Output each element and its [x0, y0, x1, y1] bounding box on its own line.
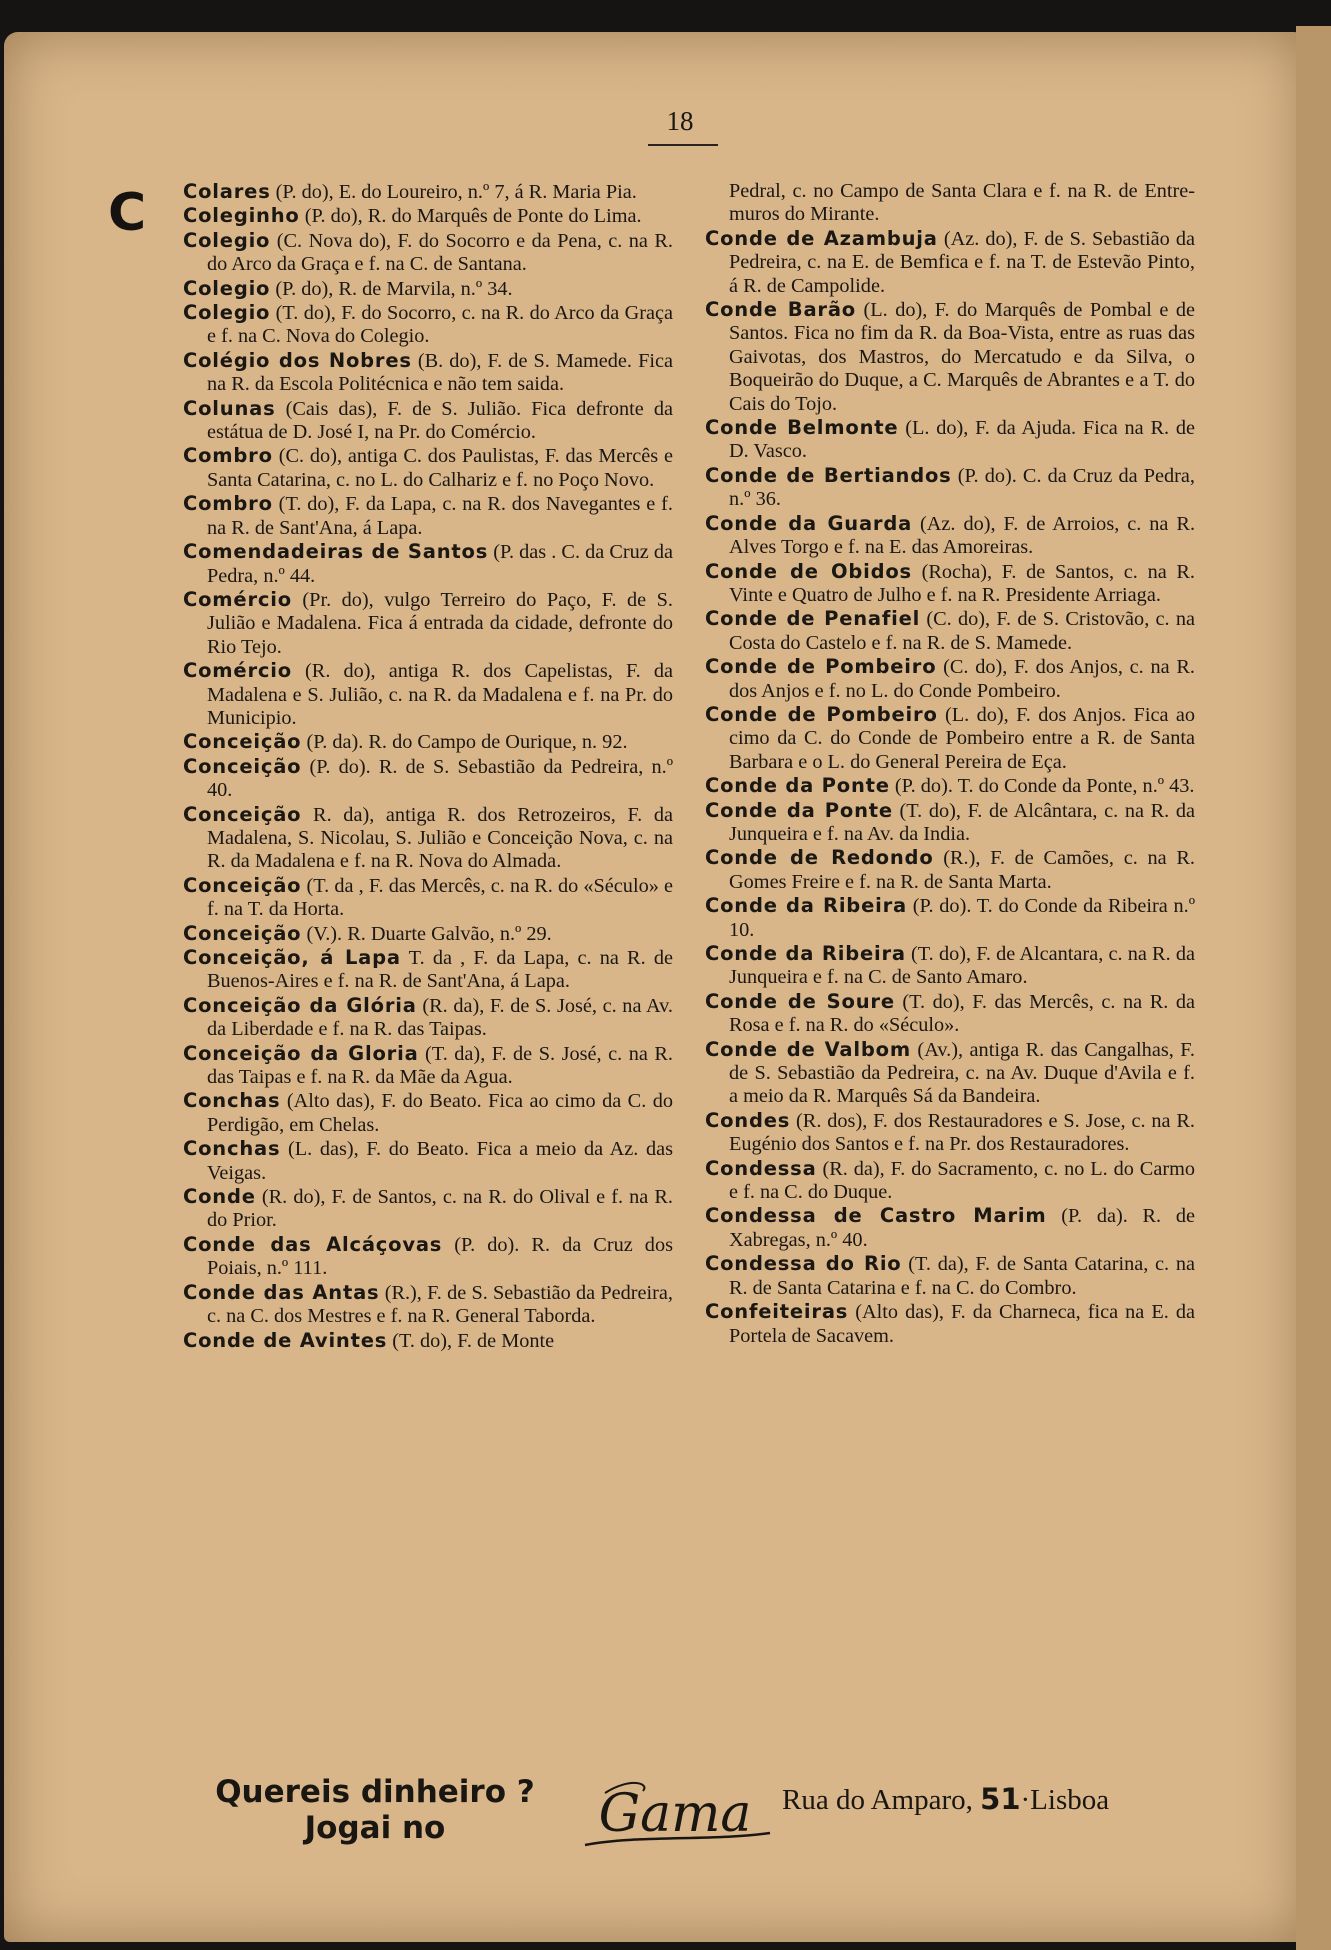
street-entry	[183, 397, 673, 445]
street-entry	[183, 994, 673, 1042]
street-description: (L. do), F. do Marquês de Pombal e de Santos. Fica no fim da R. da Boa-Vista, entre as ruas das Gaivotas, dos Mastros, do Mercatudo e da Silva, o Boqueirão do Duque, a C. Marquês de Abrantes e a T. do Cais do Tojo.	[729, 299, 1195, 415]
street-entry	[183, 946, 673, 994]
street-description: (T. do), F. das Mercês, c. na R. da Rosa e f. na R. do «Século».	[729, 990, 1195, 1037]
page-number-rule	[648, 144, 718, 146]
street-description: (Alto das), F. do Beato. Fica ao cimo da C. do Perdigão, em Chelas.	[207, 1090, 673, 1136]
street-entry	[183, 301, 673, 349]
street-description: (P. do), R. do Marquês de Ponte do Lima.	[299, 205, 642, 228]
footer-address-prefix: Rua do Amparo,	[782, 1784, 981, 1816]
street-entry	[183, 229, 673, 277]
street-name: Conde Barão	[705, 298, 856, 322]
street-entry	[705, 1157, 1195, 1205]
street-description: (R. dos), F. dos Restauradores e S. Jose, c. na R. Eugénio dos Santos e f. na Pr. dos Restauradores.	[729, 1109, 1195, 1156]
street-entry	[705, 1204, 1195, 1252]
street-entry	[705, 180, 1195, 227]
street-name: Condessa	[705, 1156, 817, 1180]
street-name: Conde da Ribeira	[705, 942, 906, 965]
street-entry	[183, 755, 673, 803]
street-description: (T. do), F. de Alcantara, c. na R. da Junqueira e f. na C. de Santo Amaro.	[729, 943, 1195, 989]
street-name: Conde de Pombeiro	[705, 702, 938, 726]
street-entry	[705, 227, 1195, 298]
street-description: (R.), F. de S. Sebastião da Pedreira, c. na C. dos Mestres e f. na R. General Taborda.	[207, 1281, 673, 1328]
footer-advert-question	[185, 1774, 565, 1846]
street-name: Coleginho	[183, 204, 300, 228]
street-description: (P. do). T. do Conde da Ponte, n.º 43.	[889, 775, 1195, 798]
street-name: Conceição	[183, 802, 302, 826]
street-name: Conchas	[183, 1137, 281, 1161]
street-entry	[183, 1042, 673, 1090]
street-name: Conde da Ponte	[705, 774, 890, 798]
street-name: Colegio	[183, 228, 271, 252]
footer-address-number: 51	[980, 1782, 1021, 1816]
street-description: (P. do), E. do Loureiro, n.º 7, á R. Maria Pia.	[270, 181, 637, 203]
street-entry	[705, 607, 1195, 655]
street-name: Conde de Azambuja	[705, 226, 938, 250]
street-name: Colegio	[183, 276, 271, 300]
street-name: Comércio	[183, 659, 292, 683]
street-description: (P. do). R. de S. Sebastião da Pedreira, n.º 40.	[207, 755, 673, 802]
street-entry	[705, 560, 1195, 608]
street-description: (R.), F. de Camões, c. na R. Gomes Freire e f. na R. de Santa Marta.	[729, 847, 1196, 893]
street-name: Conceição	[183, 730, 302, 754]
street-name: Conde das Alcáçovas	[183, 1232, 443, 1256]
street-name: Conceição	[183, 921, 302, 945]
street-description: (L. do), F. da Ajuda. Fica na R. de D. Vasco.	[729, 417, 1195, 463]
street-description: (Az. do), F. de S. Sebastião da Pedreira, c. na E. de Bemfica e f. na T. de Estevão Pinto, á R. de Campolide.	[729, 227, 1195, 297]
street-description: (T. do), F. do Socorro, c. na R. do Arco da Graça e f. na C. Nova do Colegio.	[207, 302, 673, 348]
street-entry	[705, 703, 1195, 774]
street-entry	[183, 874, 673, 922]
street-description: (R. da), F. do Sacramento, c. no L. do Carmo e f. na C. do Duque.	[729, 1157, 1195, 1204]
street-description: (P. do), R. de Marvila, n.º 34.	[270, 277, 513, 300]
street-name: Conde de Soure	[705, 989, 895, 1013]
street-entry	[705, 1300, 1195, 1348]
street-description: (P. do). R. da Cruz dos Poiais, n.º 111.	[207, 1233, 673, 1280]
street-description: (B. do), F. de S. Mamede. Fica na R. da Escola Politécnica e não tem saida.	[207, 349, 673, 396]
street-description: (V.). R. Duarte Galvão, n.º 29.	[301, 922, 552, 945]
street-name: Conde de Penafiel	[705, 607, 921, 631]
street-entry	[183, 730, 673, 754]
footer-question-line2: Jogai no	[304, 1810, 446, 1846]
street-entry	[183, 1089, 673, 1137]
street-name: Conde das Antas	[183, 1280, 380, 1304]
right-column	[705, 180, 1195, 1348]
gama-logo	[575, 1775, 775, 1855]
street-entry	[705, 1038, 1195, 1109]
street-description: T. da , F. da Lapa, c. na R. de Buenos-Aires e f. na R. de Sant'Ana, á Lapa.	[207, 947, 673, 993]
street-entry	[705, 298, 1195, 416]
street-description: (P. das . C. da Cruz da Pedra, n.º 44.	[207, 541, 673, 587]
street-description: (T. do), F. da Lapa, c. na R. dos Navegantes e f. na R. de Sant'Ana, á Lapa.	[207, 493, 673, 539]
street-entry	[705, 1109, 1195, 1157]
street-name: Conde da Ribeira	[705, 894, 907, 918]
street-description: (T. da , F. das Mercês, c. na R. do «Século» e f. na T. da Horta.	[207, 874, 673, 921]
street-description: (R. da), F. de S. José, c. na Av. da Liberdade e f. na R. das Taipas.	[207, 994, 673, 1041]
street-description: Pedral, c. no Campo de Santa Clara e f. na R. de Entre-muros do Mirante.	[729, 180, 1195, 226]
street-name: Conchas	[183, 1089, 281, 1113]
section-letter: C	[108, 183, 147, 243]
street-description: (P. da). R. de Xabregas, n.º 40.	[729, 1205, 1196, 1251]
street-description: (L. das), F. do Beato. Fica a meio da Az. das Veigas.	[207, 1138, 673, 1184]
street-entry	[705, 1252, 1195, 1300]
street-description: (T. da), F. de Santa Catarina, c. na R. de Santa Catarina e f. na C. do Combro.	[729, 1253, 1195, 1299]
street-entry	[705, 512, 1195, 560]
street-description: (Alto das), F. da Charneca, fica na E. da Portela de Sacavem.	[729, 1301, 1195, 1347]
street-entry	[705, 774, 1195, 798]
street-name: Conde Belmonte	[705, 416, 899, 440]
footer-question-line1: Quereis dinheiro ?	[215, 1774, 535, 1810]
street-entry	[705, 464, 1195, 512]
street-name: Conceição da Gloria	[183, 1041, 419, 1065]
street-entry	[705, 846, 1195, 894]
street-name: Confeiteiras	[705, 1300, 849, 1324]
street-name: Comércio	[183, 587, 292, 611]
footer-address	[782, 1782, 1109, 1817]
street-description: (R. do), F. de Santos, c. na R. do Olival e f. na R. do Prior.	[207, 1186, 673, 1232]
street-description: R. da), antiga R. dos Retrozeiros, F. da Madalena, S. Nicolau, S. Julião e Conceição Nova, c. na R. da Madalena e f. na R. Nova do Almada.	[207, 803, 673, 873]
street-name: Condessa de Castro Marim	[705, 1204, 1047, 1228]
street-description: (P. da). R. do Campo de Ourique, n. 92.	[301, 731, 628, 754]
street-description: (Pr. do), vulgo Terreiro do Paço, F. de S. Julião e Madalena. Fica á entrada da cidade, defronte do Rio Tejo.	[207, 588, 673, 658]
street-entry	[183, 1233, 673, 1281]
street-name: Conde da Ponte	[705, 798, 893, 822]
street-entry	[705, 655, 1195, 703]
street-description: (Az. do), F. de Arroios, c. na R. Alves Torgo e f. na E. das Amoreiras.	[729, 512, 1196, 559]
street-name: Condes	[705, 1108, 791, 1132]
footer-address-suffix: ·Lisboa	[1020, 1784, 1110, 1816]
street-description: (P. do). C. da Cruz da Pedra, n.º 36.	[729, 464, 1195, 511]
street-name: Colunas	[183, 396, 276, 420]
page-number: 18	[666, 106, 694, 136]
street-entry	[183, 1185, 673, 1233]
page-edge	[1296, 26, 1331, 1950]
street-name: Conde	[183, 1185, 256, 1209]
street-entry	[183, 1281, 673, 1329]
street-name: Conceição	[183, 873, 302, 897]
street-name: Conde de Obidos	[705, 559, 912, 583]
street-entry	[183, 588, 673, 659]
left-column	[183, 180, 673, 1353]
gama-logo-text: Gama	[598, 1784, 752, 1844]
street-entry	[705, 894, 1195, 942]
street-description: (C. do), F. dos Anjos, c. na R. dos Anjos e f. no L. do Conde Pombeiro.	[729, 656, 1195, 702]
street-entry	[183, 803, 673, 874]
street-description: (R. do), antiga R. dos Capelistas, F. da Madalena e S. Julião, c. na R. da Madalena e f. na Pr. do Municipio.	[207, 660, 673, 729]
street-description: (Av.), antiga R. das Cangalhas, F. de S. Sebastião da Pedreira, c. na Av. Duque d'Avila e f. a meio da R. Marquês Sá da Bandeira.	[729, 1038, 1196, 1108]
street-name: Conde de Bertiandos	[705, 463, 952, 487]
street-description: (T. do), F. de Monte	[387, 1329, 555, 1352]
street-description: (Rocha), F. de Santos, c. na R. Vinte e Quatro de Julho e f. na R. Presidente Arriaga.	[729, 560, 1195, 606]
street-entry	[183, 492, 673, 540]
street-entry	[183, 444, 673, 492]
street-entry	[183, 540, 673, 588]
street-description: (C. do), antiga C. dos Paulistas, F. das Mercês e Santa Catarina, c. no L. do Calhariz e f. no Poço Novo.	[207, 445, 673, 491]
street-entry	[183, 1329, 673, 1353]
street-name: Conde de Redondo	[705, 846, 934, 870]
street-name: Combro	[183, 492, 273, 516]
street-name: Comendadeiras de Santos	[183, 540, 489, 564]
street-name: Conceição	[183, 754, 302, 778]
street-description: (C. do), F. de S. Cristovão, c. na Costa do Castelo e f. na R. de S. Mamede.	[729, 608, 1195, 654]
street-description: (L. do), F. dos Anjos. Fica ao cimo da C. do Conde de Pombeiro entre a R. de Santa Barbara e o L. do General Pereira de Eça.	[729, 703, 1195, 773]
street-name: Conceição da Glória	[183, 993, 417, 1017]
street-name: Condessa do Rio	[705, 1252, 902, 1276]
street-name: Conde de Valbom	[705, 1037, 911, 1061]
street-entry	[183, 204, 673, 228]
street-description: (Cais das), F. de S. Julião. Fica defronte da estátua de D. José I, na Pr. do Comércio.	[207, 397, 673, 444]
street-entry	[183, 180, 673, 204]
street-name: Colégio dos Nobres	[183, 348, 412, 372]
street-name: Conde da Guarda	[705, 511, 913, 535]
street-name: Combro	[183, 444, 273, 468]
street-entry	[183, 277, 673, 301]
street-description: (C. Nova do), F. do Socorro e da Pena, c. na R. do Arco da Graça e f. na C. de Santana.	[207, 229, 673, 276]
street-entry	[183, 349, 673, 397]
street-description: (P. do). T. do Conde da Ribeira n.º 10.	[729, 895, 1195, 941]
street-entry	[183, 659, 673, 730]
street-entry	[705, 416, 1195, 464]
street-entry	[183, 922, 673, 946]
street-name: Conceição, á Lapa	[183, 946, 401, 969]
street-description: (T. do), F. de Alcântara, c. na R. da Junqueira e f. na Av. da India.	[729, 799, 1195, 845]
street-entry	[705, 942, 1195, 990]
street-entry	[705, 990, 1195, 1038]
street-entry	[705, 799, 1195, 847]
street-entry	[183, 1137, 673, 1185]
street-description: (T. da), F. de S. José, c. na R. das Taipas e f. na R. da Mãe da Agua.	[207, 1042, 673, 1089]
street-name: Conde de Avintes	[183, 1328, 388, 1352]
street-name: Colares	[183, 180, 271, 203]
street-name: Conde de Pombeiro	[705, 655, 937, 679]
street-name: Colegio	[183, 301, 271, 325]
